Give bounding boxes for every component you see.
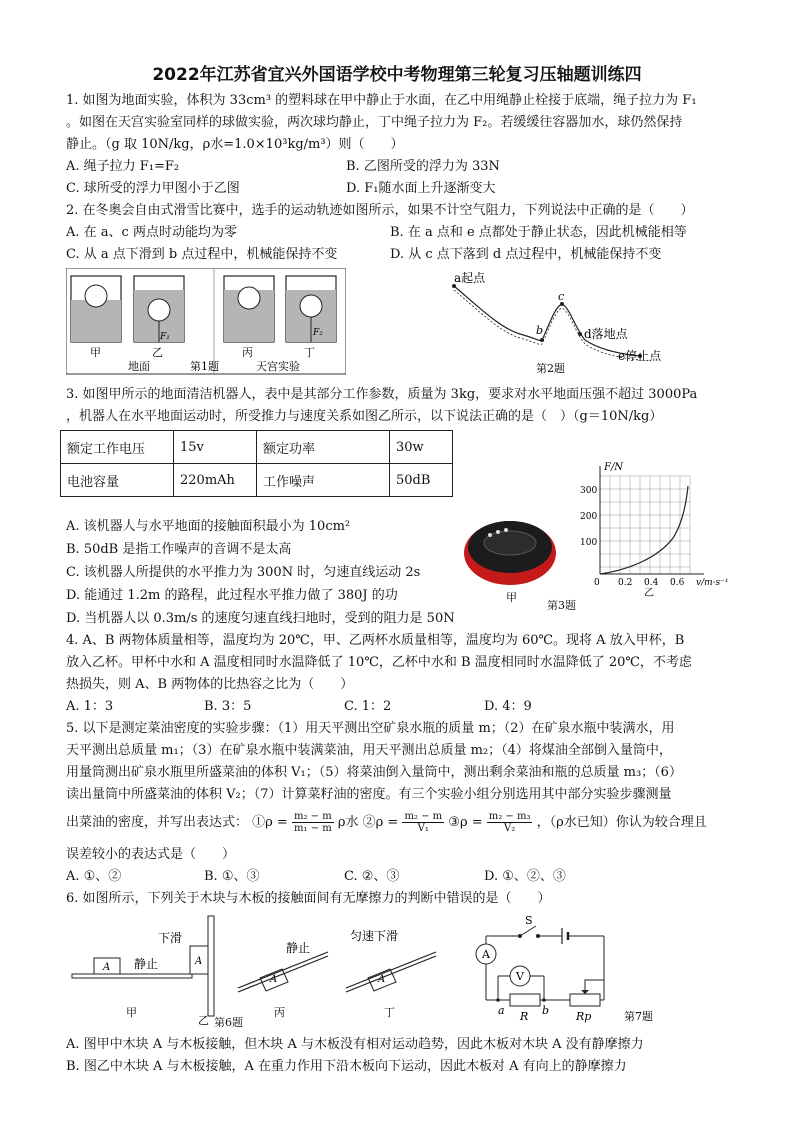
table-cell: 电池容量 <box>61 464 174 497</box>
x-tick: 0 <box>594 578 600 588</box>
q2-option-c: C. 从 a 点下滑到 b 点过程中，机械能保持不变 <box>66 247 338 262</box>
robot-label-jia: 甲 <box>506 591 517 604</box>
robot-vacuum-image <box>460 505 560 605</box>
table-cell: 30w <box>390 431 453 464</box>
figure-1-caption: 第1题 <box>190 360 219 373</box>
q3-line-2: ，机器人在水平地面运动时，所受推力与速度关系如图乙所示，以下说法正确的是（ ）（g＝10N/kg） <box>66 409 663 424</box>
q1-option-d: D. F₁随水面上升逐渐变大 <box>346 181 496 196</box>
q5-line-3: 用量筒测出矿泉水瓶里所盛菜油的体积 V₁；（5）将菜油倒入量筒中，测出剩余菜油和瓶的总质量 m₃；（6） <box>66 765 682 780</box>
figure-6-caption: 第6题 <box>214 1016 243 1029</box>
jia-state-label: 静止 <box>134 957 159 971</box>
x-tick: 0.2 <box>618 578 633 588</box>
robot-parameter-table <box>60 430 453 497</box>
formula-prefix: 出菜油的密度，并写出表达式： <box>66 815 249 830</box>
label-ground: 地面 <box>128 360 150 373</box>
q5-option-d: D. ①、②、③ <box>484 869 566 884</box>
q3-option-a: A. 该机器人与水平地面的接触面积最小为 10cm² <box>66 519 351 534</box>
formula-2-denominator: V₁ <box>417 823 429 834</box>
q3-option-b: B. 50dB 是指工作噪声的音调不是太高 <box>66 542 292 557</box>
q6-option-b: B. 图乙中木块 A 与木板接触，A 在重力作用下沿木板向下运动，因此木板对 A 有向上的静摩擦力 <box>66 1059 627 1074</box>
switch-label: S <box>525 914 533 927</box>
q1-figure <box>66 268 346 378</box>
q5-line-2: 天平测出总质量 m₁；（3）在矿泉水瓶中装满菜油，用天平测出总质量 m₂；（4）将煤油全部倒入量筒中， <box>66 743 672 758</box>
q1-option-c: C. 球所受的浮力甲图小于乙图 <box>66 181 240 196</box>
q5-option-c: C. ②、③ <box>344 869 400 884</box>
formula-2-fraction <box>402 811 444 834</box>
q5-line-4: 读出量筒中所盛菜油的体积 V₂；（7）计算菜籽油的密度。有三个实验小组分别选用其中部分实验步骤测量 <box>66 787 672 802</box>
figure-yi <box>158 916 214 1027</box>
q2-line-1: 2. 在冬奥会自由式滑雪比赛中，选手的运动轨迹如图所示，如果不计空气阻力，下列说法中正确的是（ ） <box>66 203 694 218</box>
formula-suffix: ，（ρ水已知）你认为较合理且 <box>536 815 707 830</box>
graph-label-yi: 乙 <box>644 588 654 598</box>
table-row <box>61 464 453 497</box>
formula-3-denominator: V₂ <box>504 823 516 834</box>
q3-option-d2: D. 当机器人以 0.3m/s 的速度匀速直线扫地时，受到的阻力是 50N <box>66 611 455 626</box>
q6-figure <box>66 912 446 1030</box>
figure-bing <box>238 940 328 1019</box>
figure-3-caption: 第3题 <box>547 599 576 612</box>
q4-line-1: 4. A、B 两物体质量相等，温度均为 20℃，甲、乙两杯水质量相等，温度均为 60℃。现将 A 放入甲杯，B <box>66 633 685 648</box>
q5-line-5: 误差较小的表达式是（ ） <box>66 847 236 862</box>
container-jia <box>71 276 121 342</box>
q2-option-d: D. 从 c 点下落到 d 点过程中，机械能保持不变 <box>390 247 662 262</box>
y-axis-label: F/N <box>604 462 624 473</box>
label-tiangong: 天宫实验 <box>256 360 300 373</box>
formula-1-denominator: m₁ − m <box>293 823 332 834</box>
x-tick: 0.4 <box>644 578 659 588</box>
table-cell: 220mAh <box>174 464 257 497</box>
formula-3-numerator: m₂ − m₃ <box>488 811 531 822</box>
y-tick: 300 <box>580 486 598 496</box>
block-a-label: A <box>103 962 111 973</box>
rheostat-label: Rp <box>576 1010 592 1023</box>
q1-line-3: 静止。（g 取 10N/kg，ρ水=1.0×10³kg/m³）则（ ） <box>66 137 404 152</box>
q1-line-1: 1. 如图为地面实验，体积为 33cm³ 的塑料球在甲中静止于水面，在乙中用绳静止栓接于底端，绳子拉力为 F₁ <box>66 93 697 108</box>
q6-option-a: A. 图甲中木块 A 与木板接触，但木块 A 与木板没有相对运动趋势，因此木板对木块 A 没有静摩擦力 <box>66 1037 644 1052</box>
label-f2: F₂ <box>313 328 323 338</box>
q3-line-1: 3. 如图甲所示的地面清洁机器人，表中是其部分工作参数，质量为 3kg，要求对水平地面压强不超过 3000Pa <box>66 387 698 402</box>
label-jia: 甲 <box>90 346 101 359</box>
q6-line-1: 6. 如图所示，下列关于木块与木板的接触面间有无摩擦力的判断中错误的是（ ） <box>66 891 551 906</box>
table-cell: 50dB <box>390 464 453 497</box>
q4-line-3: 热损失，则 A、B 两物体的比热容之比为（ ） <box>66 677 354 692</box>
figure-jia <box>72 956 192 1019</box>
figure-ding <box>346 928 436 1019</box>
formula-1-tail: ρ水 <box>337 815 359 830</box>
label-yi: 乙 <box>152 346 163 359</box>
figure-7-caption: 第7题 <box>624 1010 653 1023</box>
formula-1-numerator: m₂ − m <box>293 811 332 822</box>
formula-3-fraction <box>487 811 533 834</box>
point-b-label: b <box>536 324 544 337</box>
figure-2-caption: 第2题 <box>536 362 565 375</box>
q7-circuit-figure <box>470 910 670 1028</box>
formula-2-mark: ②ρ = <box>362 815 399 830</box>
q1-option-a: A. 绳子拉力 F₁=F₂ <box>66 159 180 174</box>
container-ding <box>286 276 336 342</box>
table-cell: 15v <box>174 431 257 464</box>
q5-option-b: B. ①、③ <box>204 869 260 884</box>
x-tick: 0.6 <box>670 578 685 588</box>
q4-option-d: D. 4：9 <box>484 699 532 714</box>
y-tick: 100 <box>580 538 598 548</box>
q5-option-a: A. ①、② <box>66 869 122 884</box>
q3-option-d1: D. 能通过 1.2m 的路程，此过程水平推力做了 380J 的功 <box>66 588 398 603</box>
q4-option-c: C. 1：2 <box>344 699 392 714</box>
q3-option-c: C. 该机器人所提供的水平推力为 300N 时，匀速直线运动 2s <box>66 565 421 580</box>
yi-label: 乙 <box>198 1014 209 1027</box>
table-cell: 额定工作电压 <box>61 431 174 464</box>
q2-option-a: A. 在 a、c 两点时动能均为零 <box>66 225 237 240</box>
q1-option-b: B. 乙图所受的浮力为 33N <box>346 159 500 174</box>
container-yi <box>134 276 184 342</box>
block-a-label: A <box>195 956 203 967</box>
bing-state-label: 静止 <box>286 941 311 955</box>
q2-figure <box>440 268 680 378</box>
q5-line-1: 5. 以下是测定菜油密度的实验步骤：（1）用天平测出空矿泉水瓶的质量 m；（2）在矿泉水瓶中装满水，用 <box>66 721 675 736</box>
q1-line-2: 。如图在天宫实验室同样的球做实验，两次球均静止，丁中绳子拉力为 F₂。若缓缓往容器加水，球仍然保持 <box>66 115 683 130</box>
table-cell: 工作噪声 <box>257 464 390 497</box>
table-row <box>61 431 453 464</box>
x-axis-label: v/m·s⁻¹ <box>696 578 729 588</box>
q4-option-b: B. 3：5 <box>204 699 252 714</box>
label-bing: 丙 <box>242 346 253 359</box>
point-c-label: c <box>558 290 565 303</box>
voltmeter-label: V <box>516 970 524 983</box>
formula-2-numerator: m₂ − m <box>404 811 443 822</box>
q4-option-a: A. 1：3 <box>66 699 114 714</box>
block-a-label: A <box>270 974 278 985</box>
point-d-label: d落地点 <box>584 327 628 341</box>
point-e-label: e停止点 <box>618 349 662 363</box>
jia-label: 甲 <box>126 1006 137 1019</box>
yi-state-label: 下滑 <box>158 931 183 945</box>
q5-formula-line <box>66 810 707 836</box>
label-f1: F₁ <box>160 332 170 342</box>
formula-3-mark: ③ρ = <box>448 815 483 830</box>
y-tick: 200 <box>580 512 598 522</box>
bing-label: 丙 <box>274 1006 285 1019</box>
page-title: 2022年江苏省宜兴外国语学校中考物理第三轮复习压轴题训练四 <box>152 65 642 85</box>
ding-state-label: 匀速下滑 <box>350 929 399 943</box>
point-a-label: a <box>498 1004 505 1017</box>
ammeter-label: A <box>482 948 490 961</box>
point-b-label: b <box>542 1004 550 1017</box>
formula-1-fraction <box>292 811 334 834</box>
q2-option-b: B. 在 a 点和 e 点都处于静止状态，因此机械能相等 <box>390 225 687 240</box>
container-bing <box>224 276 274 342</box>
formula-1-mark: ①ρ = <box>252 815 288 830</box>
block-a-label: A <box>378 974 386 985</box>
point-a-label: a起点 <box>454 271 486 285</box>
force-speed-graph <box>578 458 738 598</box>
table-cell: 额定功率 <box>257 431 390 464</box>
label-ding: 丁 <box>304 346 315 359</box>
q4-line-2: 放入乙杯。甲杯中水和 A 温度相同时水温降低了 10℃，乙杯中水和 B 温度相同时水温降低了 20℃，不考虑 <box>66 655 692 670</box>
resistor-r-label: R <box>520 1010 529 1023</box>
ding-label: 丁 <box>384 1006 395 1019</box>
